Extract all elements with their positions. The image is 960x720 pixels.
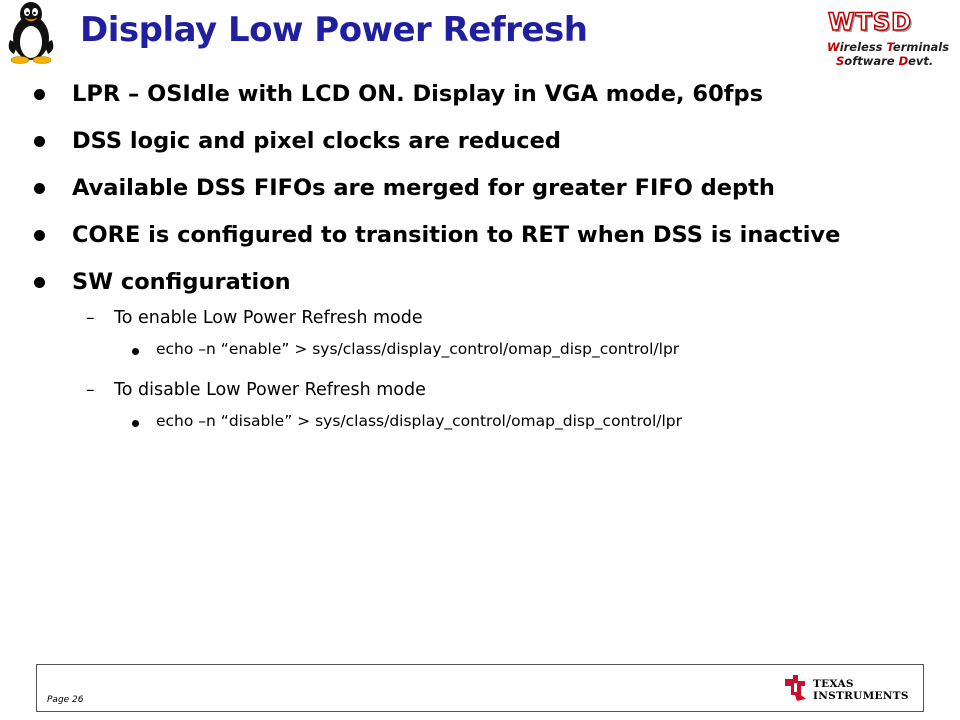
ti-brand-line1: TEXAS: [813, 678, 854, 690]
slide-title: Display Low Power Refresh: [80, 10, 588, 50]
command-text: echo –n “disable” > sys/class/display_control/omap_disp_control/lpr: [156, 412, 683, 430]
bullet-text: LPR – OSIdle with LCD ON. Display in VGA mode, 60fps: [72, 81, 764, 107]
wtsd-logo: [814, 8, 950, 72]
wtsd-line1-rest2: erminals: [892, 40, 950, 54]
wtsd-line1-cap2: T: [886, 40, 893, 54]
bullet-item: [0, 74, 840, 121]
wtsd-acronym: WTSD: [828, 8, 913, 36]
sub-text: To disable Low Power Refresh mode: [114, 380, 426, 400]
sub-dash: –: [86, 380, 95, 400]
sub-item-enable: [0, 302, 840, 338]
bullet-dot: [34, 183, 45, 194]
ti-logo: [783, 673, 913, 705]
bullet-item: [0, 215, 840, 262]
bullet-text: Available DSS FIFOs are merged for greater FIFO depth: [72, 175, 775, 201]
sub-bullet-dot: [132, 420, 139, 427]
bullet-text: CORE is configured to transition to RET when DSS is inactive: [72, 222, 841, 248]
bullet-text: SW configuration: [72, 269, 291, 295]
tux-penguin-icon: [2, 0, 60, 64]
bullet-item: [0, 262, 840, 302]
bullet-dot: [34, 277, 45, 288]
bullet-dot: [34, 230, 45, 241]
wtsd-line2-cap1: S: [836, 54, 845, 68]
wtsd-line2-rest1: oftware: [844, 54, 899, 68]
bullet-dot: [34, 136, 45, 147]
page-number: Page 26: [47, 695, 84, 705]
command-enable: [0, 338, 840, 374]
sub-item-disable: [0, 374, 840, 410]
bullet-item: [0, 168, 840, 215]
bullet-item: [0, 121, 840, 168]
wtsd-line1-cap1: W: [827, 40, 840, 54]
sub-dash: –: [86, 308, 95, 328]
command-disable: [0, 410, 840, 446]
wtsd-line2-cap2: D: [898, 54, 909, 68]
wtsd-line1: [827, 40, 949, 54]
bullet-list: [0, 74, 840, 446]
sub-text: To enable Low Power Refresh mode: [114, 308, 423, 328]
ti-brand-line2: INSTRUMENTS: [813, 690, 909, 702]
bullet-text: DSS logic and pixel clocks are reduced: [72, 128, 561, 154]
command-text: echo –n “enable” > sys/class/display_control/omap_disp_control/lpr: [156, 340, 680, 358]
sub-bullet-dot: [132, 348, 139, 355]
wtsd-line2-rest2: evt.: [908, 54, 934, 68]
wtsd-line2: [836, 54, 933, 68]
slide-footer: [36, 664, 924, 712]
wtsd-line1-rest1: ireless: [839, 40, 887, 54]
ti-logo-icon: [783, 673, 809, 703]
ti-brand: [813, 678, 909, 702]
bullet-dot: [34, 89, 45, 100]
